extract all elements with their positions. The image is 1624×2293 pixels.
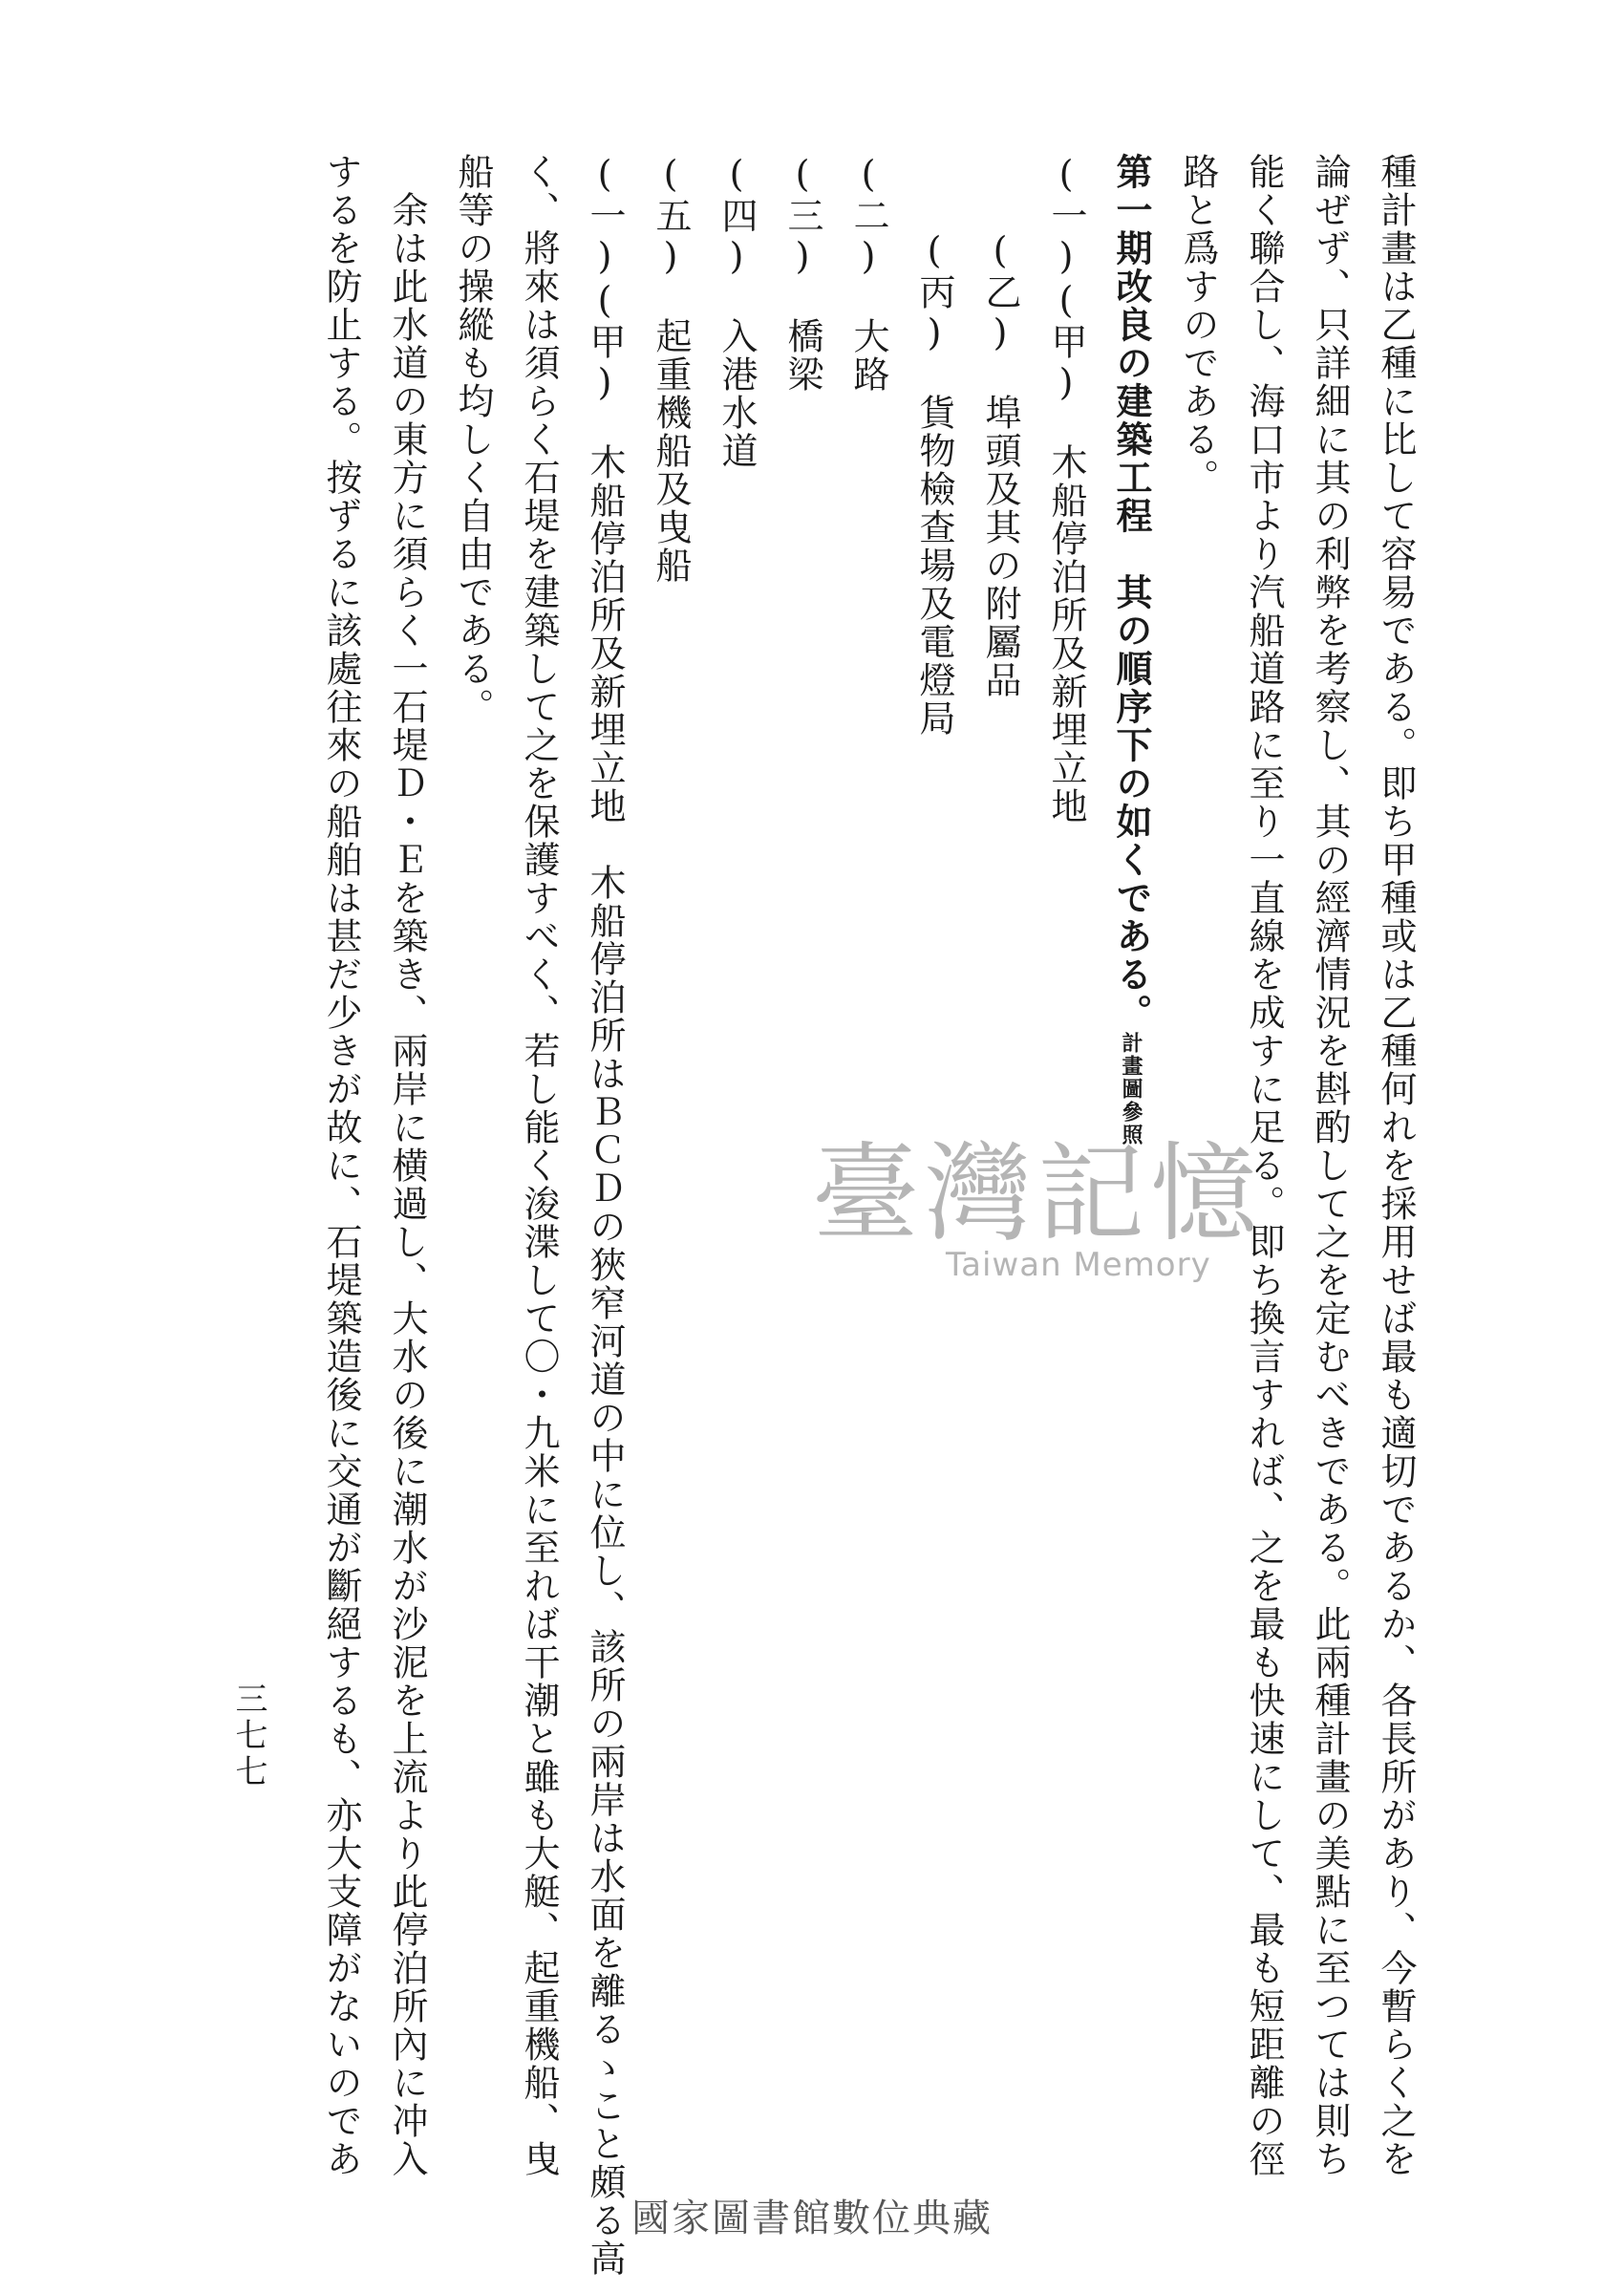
text-line: 余は此水道の東方に須らく一石堤Ｄ・Ｅを築き、兩岸に横過し、大水の後に潮水が沙泥を上流より此停泊所內に冲入 [386,153,428,2178]
text-line: 路と爲すのである。 [1177,153,1219,497]
text-line: するを防止する。按ずるに該處往來の船舶は甚だ少きが故に、石堤築造後に交通が斷絕するも、亦大支障がないのであ [320,153,362,2178]
footer-credit: 國家圖書館數位典藏 [631,2197,993,2240]
text-line: (一)(甲) 木船停泊所及新埋立地 [1045,153,1087,825]
text-line: 能く聯合し、海口市より汽船道路に至り一直線を成すに足る。即ち換言すれば、之を最も快速にして、最も短距離の徑 [1243,153,1285,2178]
text-line: (三) 橋梁 [781,153,823,394]
section-heading-with-note [1099,153,1165,2073]
page-number: 三七七 [229,1682,267,1790]
watermark-logo [812,1132,1263,1284]
text-line: 論ぜず、只詳細に其の利弊を考察し、其の經濟情況を斟酌して之を定むべきである。此兩種計畫の美點に至つては則ち [1309,153,1351,2178]
text-line: (丙) 貨物檢查場及電燈局 [913,153,955,738]
text-line: 種計畫は乙種に比して容易である。即ち甲種或は乙種何れを採用せば最も適切であるか、各長所があり、今暫らく之を [1375,153,1417,2178]
text-line: (乙) 埠頭及其の附屬品 [979,153,1021,699]
section-heading: 第一期改良の建築工程 其の順序下の如くである。 [1110,153,1153,1032]
text-line: (五) 起重機船及曳船 [650,153,692,585]
text-line: く、將來は須らく石堤を建築して之を保護すべく、若し能く浚渫して〇・九米に至れば干潮と雖も大艇、起重機船、曳 [518,153,560,2178]
watermark-english: Taiwan Memory [946,1246,1211,1284]
plan-reference-note: 計畫圖參照 [1119,1032,1143,1146]
text-line: (一)(甲) 木船停泊所及新埋立地 木船停泊所はＢＣＤの狹窄河道の中に位し、該所の兩岸は水面を離るゝこと頗る高 [584,153,626,2278]
text-line: (二) 大路 [847,153,889,394]
text-line: 船等の操縱も均しく自由である。 [452,153,494,726]
text-line: (四) 入港水道 [716,153,758,470]
watermark-chinese: 臺灣記憶 [812,1132,1263,1256]
